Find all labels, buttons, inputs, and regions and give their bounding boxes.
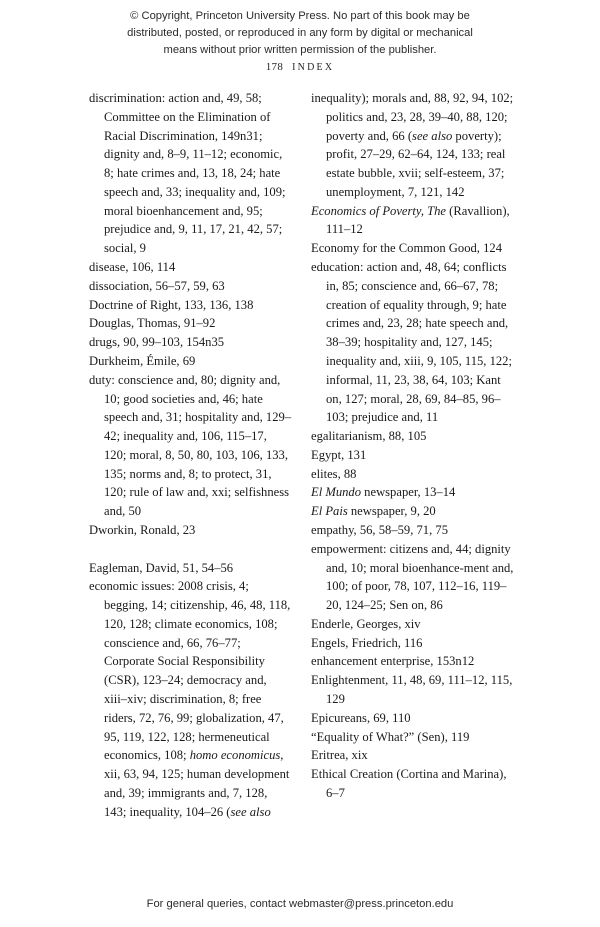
index-entry: Economy for the Common Good, 124 bbox=[311, 241, 502, 256]
running-head bbox=[0, 61, 600, 73]
index-entry: economic issues: 2008 crisis, 4; begging, 14; citizenship, 46, 48, 118, 120, 128; climate economics, 108; conscience and, 66, 76–77; Corporate Social Responsibility (CSR), 123–24; democracy and, xiii–xiv; discrimination, 8; free riders, 72, 76, 99; globalization, 47, 95, 119, 122, 128; hermeneutical economics, 108; homo economicus, xii, 63, 94, 125; human development and, 39; immigrants and, 7, 128, 143; inequality, 104–26 (see also bbox=[89, 579, 291, 819]
index-entry: El Mundo newspaper, 13–14 bbox=[311, 485, 456, 500]
page-footer: For general queries, contact webmaster@press.princeton.edu bbox=[146, 898, 454, 910]
copyright-line-1: © Copyright, Princeton University Press. No part of this book may be bbox=[130, 10, 470, 22]
copyright-notice bbox=[0, 8, 600, 59]
index-entry: Douglas, Thomas, 91–92 bbox=[89, 316, 216, 331]
index-entry: duty: conscience and, 80; dignity and, 10; good societies and, 46; hate speech and, 31; hospitality and, 129–42; inequality and, 106, 115–17, 120; moral, 8, 50, 80, 103, 106, 133, 135; norms and, 8; to protect, 31, 120; rule of law and, xxi; selfishness and, 50 bbox=[89, 372, 292, 519]
copyright-line-3: means without prior written permission of the publisher. bbox=[163, 44, 437, 56]
index-entry: “Equality of What?” (Sen), 119 bbox=[311, 729, 470, 744]
index-entry: inequality); morals and, 88, 92, 94, 102; politics and, 23, 28, 39–40, 88, 120; poverty and, 66 (see also poverty); profit, 27–29, 62–64, 124, 133; real estate bubble, xvii; self-esteem, 37; unemployment, 7, 121, 142 bbox=[311, 91, 514, 199]
index-entry: Egypt, 131 bbox=[311, 447, 367, 462]
index-entry: Enderle, Georges, xiv bbox=[311, 616, 421, 631]
index-entry: El Pais newspaper, 9, 20 bbox=[311, 504, 436, 519]
index-entry: empathy, 56, 58–59, 71, 75 bbox=[311, 522, 448, 537]
index-entry: Ethical Creation (Cortina and Marina), 6–7 bbox=[311, 767, 507, 800]
index-entry: discrimination: action and, 49, 58; Committee on the Elimination of Racial Discrimination, 149n31; dignity and, 8–9, 11–12; economic, 8; hate crimes and, 13, 18, 24; hate speech and, 33; inequality and, 109; moral bioenhancement and, 95; prejudice and, 9, 11, 17, 21, 42, 57; social, 9 bbox=[89, 91, 286, 256]
index-entry: drugs, 90, 99–103, 154n35 bbox=[89, 335, 225, 350]
index-entry: disease, 106, 114 bbox=[89, 260, 176, 275]
index-entry: Doctrine of Right, 133, 136, 138 bbox=[89, 297, 254, 312]
page-number: 178 bbox=[265, 61, 284, 73]
running-head-label: INDEX bbox=[292, 62, 335, 73]
index-entry: Economics of Poverty, The (Ravallion), 111–12 bbox=[311, 203, 510, 237]
index-entry: empowerment: citizens and, 44; dignity and, 10; moral bioenhance‑ment and, 100; of poor, 78, 107, 112–16, 119–20, 124–25; Sen on, 86 bbox=[311, 541, 514, 613]
index-entry: education: action and, 48, 64; conflicts in, 85; conscience and, 66–67, 78; creation of equality through, 9; hate crimes and, 23, 28; hate speech and, 38–39; hospitality and, 127, 145; inequality and, xiii, 9, 105, 115, 122; informal, 11, 23, 38, 64, 103; Kant on, 127; moral, 28, 69, 84–85, 96–103; prejudice and, 11 bbox=[311, 260, 512, 425]
index-entry: egalitarianism, 88, 105 bbox=[311, 429, 427, 444]
index-column-right bbox=[311, 89, 514, 803]
index-entry: Dworkin, Ronald, 23 bbox=[89, 522, 196, 537]
index-entry: Engels, Friedrich, 116 bbox=[311, 635, 423, 650]
index-column-left bbox=[89, 89, 292, 821]
index-body bbox=[0, 89, 600, 819]
copyright-line-2: distributed, posted, or reproduced in any form by digital or mechanical bbox=[127, 27, 473, 39]
index-entry: dissociation, 56–57, 59, 63 bbox=[89, 278, 225, 293]
index-entry: Durkheim, Émile, 69 bbox=[89, 353, 196, 368]
index-entry: Eagleman, David, 51, 54–56 bbox=[89, 560, 234, 575]
index-entry: enhancement enterprise, 153n12 bbox=[311, 654, 475, 669]
index-entry: Enlightenment, 11, 48, 69, 111–12, 115, 129 bbox=[311, 673, 513, 706]
index-entry: elites, 88 bbox=[311, 466, 357, 481]
index-entry: Eritrea, xix bbox=[311, 748, 368, 763]
index-entry: Epicureans, 69, 110 bbox=[311, 710, 411, 725]
